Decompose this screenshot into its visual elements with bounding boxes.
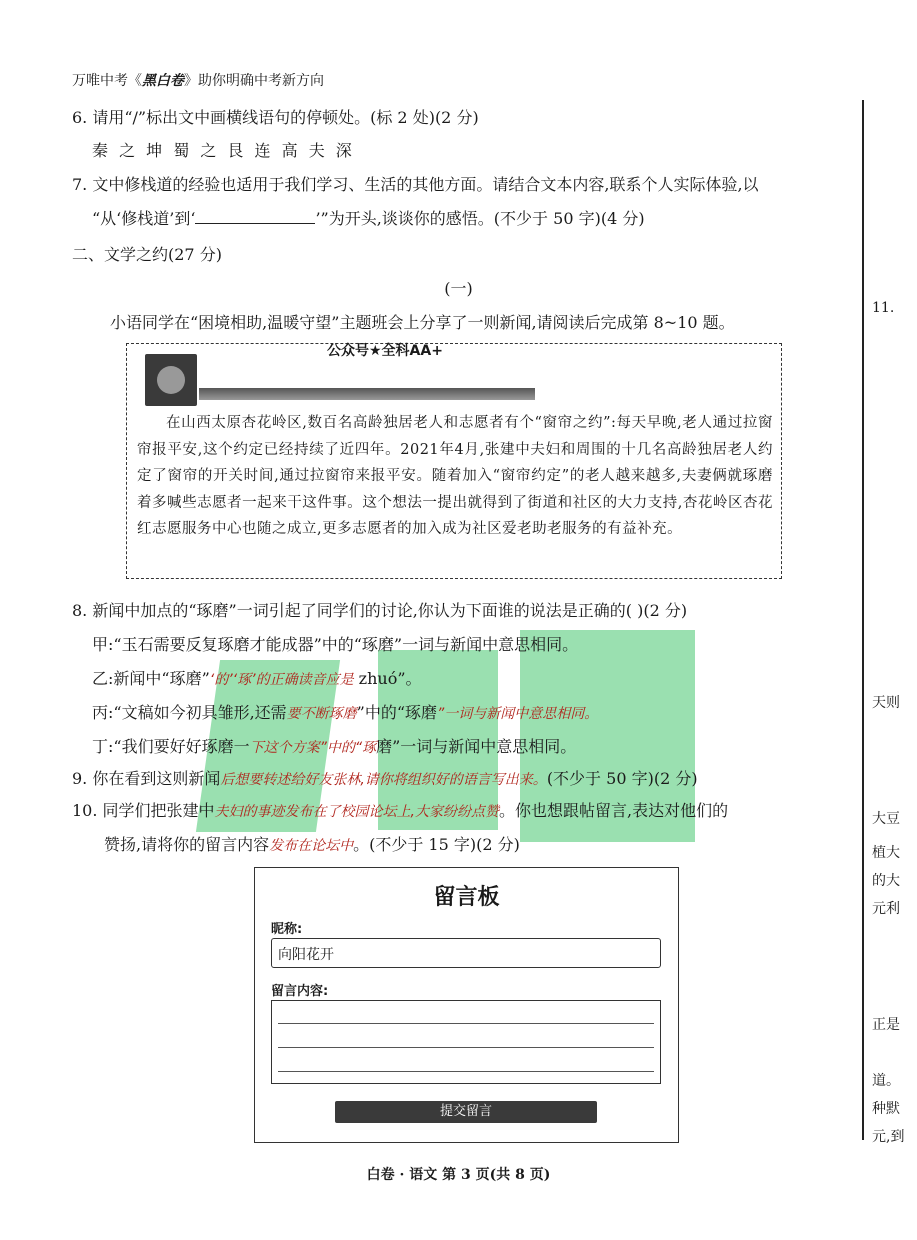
option-yi	[92, 666, 422, 689]
header-suffix: 》助你明确中考新方向	[184, 73, 324, 89]
right-fragment: 大豆	[872, 811, 900, 827]
question-7-line2	[92, 206, 645, 229]
question-10-text-d: 。(不少于 15 字)(2 分)	[353, 835, 520, 854]
question-10-text-c: 赞扬,请将你的留言内容	[104, 835, 270, 854]
handwritten-text: ‘的’‘琢’的正确读音应是	[209, 672, 354, 688]
option-bing-text-a: 丙:“文稿如今初具雏形,还需	[92, 703, 287, 722]
news-thumbnail	[145, 354, 197, 406]
news-body: 在山西太原杏花岭区,数百名高龄独居老人和志愿者有个“窗帘之约”:每天早晚,老人通过拉窗帘报平安,这个约定已经持续了近四年。2021年4月,张建中夫妇和周围的十几名高龄独居老人约定了窗帘的开关时间,通过拉窗帘来报平安。随着加入“窗帘约定”的老人越来越多,夫妻俩就琢磨着多喊些志愿者一起来干这件事。这个想法一提出就得到了街道和社区的大力支持,杏花岭区杏花红志愿服务中心也随之成立,更多志愿者的加入成为社区爱老助老服务的有益补充。	[137, 415, 773, 537]
nickname-input[interactable]: 向阳花开	[271, 938, 661, 968]
header-book-title: 黑白卷	[142, 73, 184, 89]
right-fragment: 种默	[872, 1101, 900, 1117]
question-7-text-b: ’”为开头,谈谈你的感悟。(不少于 50 字)(4 分)	[315, 209, 645, 228]
question-7-line1: 7. 文中修栈道的经验也适用于我们学习、生活的其他方面。请结合文本内容,联系个人实际体验,以	[72, 175, 759, 194]
writing-line	[278, 1023, 654, 1024]
handwritten-text: ”一词与新闻中意思相同。	[437, 706, 599, 722]
section-title: 二、文学之约(27 分)	[72, 245, 222, 264]
writing-line	[278, 1071, 654, 1072]
question-6: 6. 请用“/”标出文中画横线语句的停顿处。(标 2 处)(2 分)	[72, 108, 479, 127]
question-9-text-b: (不少于 50 字)(2 分)	[546, 769, 698, 788]
message-content-input[interactable]	[271, 1000, 661, 1084]
intro-text: 小语同学在“困境相助,温暖守望”主题班会上分享了一则新闻,请阅读后完成第 8~10 题。	[110, 313, 735, 332]
option-ding-text-a: 丁:“我们要好好琢磨一	[92, 737, 250, 756]
question-10-line2	[104, 832, 520, 855]
question-9	[72, 766, 698, 789]
option-ding-text-b: 磨”一词与新闻中意思相同。	[376, 737, 577, 756]
page-footer: 白卷 · 语文 第 3 页(共 8 页)	[366, 1167, 551, 1183]
question-10-text-b: 。你也想跟帖留言,表达对他们的	[499, 801, 729, 820]
answer-blank[interactable]	[195, 209, 315, 224]
handwritten-text: 夫妇的事迹发布在了校园论坛上,大家纷纷点赞	[214, 804, 499, 820]
right-fragment: 的大	[872, 873, 900, 889]
column-divider	[862, 100, 864, 1140]
question-10-text-a: 10. 同学们把张建中	[72, 801, 215, 820]
handwritten-text: 发布在论坛中	[269, 838, 354, 854]
board-title: 留言板	[433, 885, 500, 910]
right-fragment: 11.	[872, 300, 895, 316]
question-10-line1	[72, 798, 728, 821]
right-fragment: 正是	[872, 1017, 900, 1033]
news-header-bar	[199, 388, 535, 400]
message-content-label: 留言内容:	[271, 984, 329, 999]
option-ding	[92, 734, 576, 757]
option-yi-end: zhuó”。	[353, 669, 422, 688]
handwritten-text: 要不断琢磨	[286, 706, 357, 722]
right-fragment: 植大	[872, 845, 900, 861]
submit-message-button[interactable]: 提交留言	[335, 1101, 597, 1123]
right-fragment: 元,到	[872, 1129, 905, 1145]
question-6-sentence: 秦 之 坤 蜀 之 艮 连 高 夫 深	[92, 141, 355, 160]
question-7-text-a: “从‘修栈道’到‘	[92, 209, 196, 228]
handwritten-text: 后想要转述给好友张林,请你将组织好的语言写出来。	[220, 772, 547, 788]
option-jia: 甲:“玉石需要反复琢磨才能成器”中的“琢磨”一词与新闻中意思相同。	[92, 635, 579, 654]
handwritten-text: 下这个方案”中的“琢	[249, 740, 377, 756]
section-subtitle: (一)	[444, 279, 473, 298]
option-bing	[92, 700, 598, 723]
question-8-stem: 8. 新闻中加点的“琢磨”一词引起了同学们的讨论,你认为下面谁的说法是正确的( )(2 分)	[72, 601, 688, 620]
nickname-label: 昵称:	[271, 922, 303, 937]
message-board	[254, 867, 679, 1143]
watermark-text: 公众号★全科AA+	[327, 343, 443, 359]
header-prefix: 万唯中考《	[72, 73, 142, 89]
writing-line	[278, 1047, 654, 1048]
right-fragment: 天则	[872, 695, 900, 711]
page-header	[72, 70, 324, 90]
right-fragment: 元利	[872, 901, 900, 917]
option-bing-text-b: ”中的“琢磨	[356, 703, 438, 722]
option-yi-text: 乙:新闻中“琢磨”	[92, 669, 210, 688]
news-box	[126, 343, 782, 579]
question-9-text-a: 9. 你在看到这则新闻	[72, 769, 221, 788]
right-fragment: 道。	[872, 1073, 900, 1089]
